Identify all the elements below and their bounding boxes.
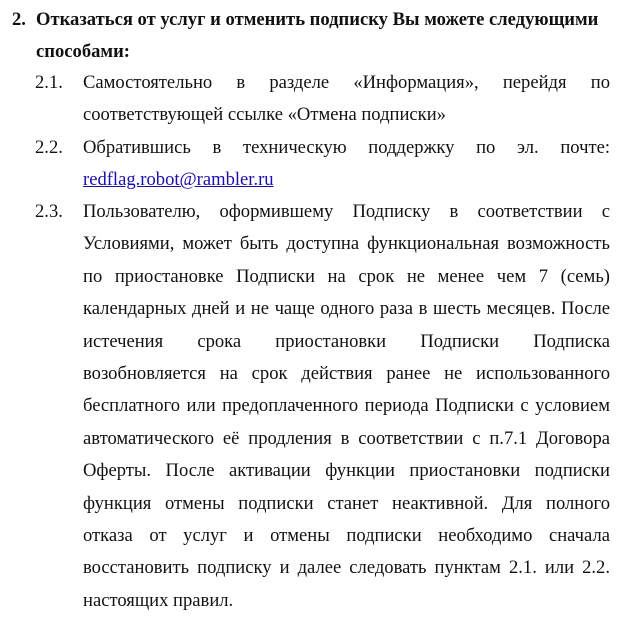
item-text: Самостоятельно в разделе «Информация», перейдя по соответствующей ссылке «Отмена подписки» — [83, 72, 610, 126]
list-item-2-1 — [35, 67, 610, 132]
support-email-link[interactable]: redflag.robot@rambler.ru — [83, 169, 274, 191]
item-number: 2.2. — [35, 137, 63, 158]
section-heading — [12, 4, 612, 68]
item-text: Пользователю, оформившему Подписку в соответствии с Условиями, может быть доступна функциональная возможность по приостановке Подписки на срок не менее чем 7 (семь) календарных дней и не чаще одного раза в шесть месяцев. После истечения срока приостановки Подписки Подписка возобновляется на срок действия ранее не использованного бесплатного или предоплаченного периода Подписки с условием автоматического её продления в соответствии с п.7.1 Договора Оферты. После активации функции приостановки подписки функция отмены подписки станет неактивной. Для полного отказа от услуг и отмены подписки необходимо сначала восстановить подписку и далее следовать пунктам 2.1. или 2.2. настоящих правил. — [83, 201, 610, 611]
list-item-2-2 — [35, 132, 610, 197]
list-item-2-3 — [35, 196, 610, 617]
section-number: 2. — [12, 9, 26, 30]
item-body — [83, 132, 610, 197]
item-number: 2.1. — [35, 72, 63, 93]
item-text: Обратившись в техническую поддержку по эл. почте: — [83, 137, 610, 158]
section-title: Отказаться от услуг и отменить подписку Вы можете следующими способами: — [36, 9, 599, 62]
item-number: 2.3. — [35, 201, 63, 222]
